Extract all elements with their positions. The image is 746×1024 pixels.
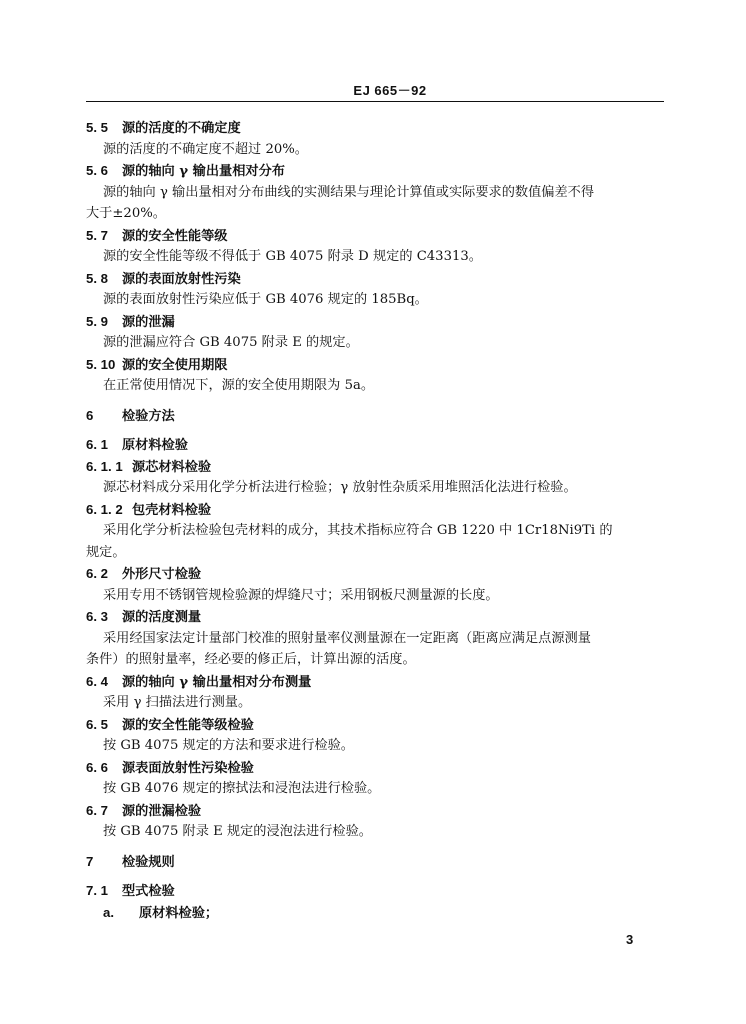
section-number: 5. 8 xyxy=(86,271,108,286)
line-text: 在正常使用情况下，源的安全使用期限为 5a。 xyxy=(103,378,375,393)
paragraph-line xyxy=(86,652,416,668)
line-text: 采用经国家法定计量部门校准的照射量率仪测量源在一定距离（距离应满足点源测量 xyxy=(103,631,591,646)
page-number: 3 xyxy=(626,932,634,947)
section-number: a. xyxy=(103,905,114,920)
section-number: 5. 9 xyxy=(86,314,108,329)
section-title: 包壳材料检验 xyxy=(132,503,212,518)
section-title: 源表面放射性污染检验 xyxy=(122,761,254,776)
paragraph-line xyxy=(103,185,594,201)
section-title: 检验规则 xyxy=(122,855,175,870)
section-heading xyxy=(86,883,175,900)
section-number: 6. 1 xyxy=(86,437,108,452)
section-title: 检验方法 xyxy=(122,409,175,424)
section-heading xyxy=(86,566,201,583)
section-number: 6. 5 xyxy=(86,717,108,732)
section-heading xyxy=(86,408,175,425)
section-title: 型式检验 xyxy=(122,884,175,899)
paragraph-line xyxy=(103,378,374,394)
line-text: 按 GB 4075 附录 E 规定的浸泡法进行检验。 xyxy=(103,824,372,839)
section-number: 6. 6 xyxy=(86,760,108,775)
section-heading xyxy=(86,437,188,454)
paragraph-line xyxy=(103,292,428,308)
paragraph-line xyxy=(103,142,308,158)
line-text: 规定。 xyxy=(86,545,126,560)
paragraph-line xyxy=(103,335,359,351)
section-number: 5. 10 xyxy=(86,357,116,372)
section-number: 7. 1 xyxy=(86,883,108,898)
section-title: 源的轴向 γ 输出量相对分布测量 xyxy=(122,675,312,690)
line-text: 条件）的照射量率，经必要的修正后，计算出源的活度。 xyxy=(86,652,416,667)
section-heading xyxy=(86,163,285,180)
paragraph-line xyxy=(86,545,126,561)
section-title: 源的表面放射性污染 xyxy=(122,272,241,287)
section-number: 6 xyxy=(86,408,94,423)
section-number: 6. 2 xyxy=(86,566,108,581)
section-number: 5. 7 xyxy=(86,228,108,243)
header-code: EJ 665－92 xyxy=(353,83,427,98)
section-heading xyxy=(86,357,228,374)
section-title: 源的泄漏 xyxy=(122,315,175,330)
section-number: 5. 6 xyxy=(86,163,108,178)
paragraph-line xyxy=(103,738,354,754)
section-heading xyxy=(103,905,218,922)
paragraph-line xyxy=(103,781,380,797)
section-title: 源的安全性能等级检验 xyxy=(122,718,254,733)
section-number: 5. 5 xyxy=(86,120,108,135)
section-title: 原材料检验 xyxy=(122,438,188,453)
section-title: 源芯材料检验 xyxy=(132,460,212,475)
line-text: 采用化学分析法检验包壳材料的成分，其技术指标应符合 GB 1220 中 1Cr18Ni9Ti 的 xyxy=(103,523,613,538)
section-title: 原材料检验； xyxy=(139,906,219,921)
section-heading xyxy=(86,228,228,245)
section-heading xyxy=(86,459,211,476)
paragraph-line xyxy=(103,824,372,840)
paragraph-line xyxy=(103,631,591,647)
line-text: 按 GB 4076 规定的擦拭法和浸泡法进行检验。 xyxy=(103,781,381,796)
line-text: 按 GB 4075 规定的方法和要求进行检验。 xyxy=(103,738,354,753)
header-rule xyxy=(86,101,664,102)
section-title: 源的活度的不确定度 xyxy=(122,121,241,136)
section-heading xyxy=(86,803,201,820)
section-number: 6. 3 xyxy=(86,609,108,624)
paragraph-line xyxy=(103,480,577,496)
line-text: 源的泄漏应符合 GB 4075 附录 E 的规定。 xyxy=(103,335,359,350)
paragraph-line xyxy=(103,695,251,711)
section-heading xyxy=(86,271,241,288)
section-title: 源的活度测量 xyxy=(122,610,202,625)
section-title: 源的轴向 γ 输出量相对分布 xyxy=(122,164,285,179)
section-title: 源的安全性能等级 xyxy=(122,229,228,244)
section-heading xyxy=(86,120,241,137)
section-title: 源的泄漏检验 xyxy=(122,804,202,819)
section-heading xyxy=(86,760,254,777)
line-text: 源的活度的不确定度不超过 20%。 xyxy=(103,142,308,157)
line-text: 采用 γ 扫描法进行测量。 xyxy=(103,695,252,710)
section-number: 6. 4 xyxy=(86,674,108,689)
line-text: 源的轴向 γ 输出量相对分布曲线的实测结果与理论计算值或实际要求的数值偏差不得 xyxy=(103,185,595,200)
line-text: 大于±20%。 xyxy=(86,206,166,221)
section-number: 6. 1. 2 xyxy=(86,502,123,517)
section-title: 源的安全使用期限 xyxy=(122,358,228,373)
section-heading xyxy=(86,314,175,331)
section-number: 6. 7 xyxy=(86,803,108,818)
section-heading xyxy=(86,717,254,734)
line-text: 源的安全性能等级不得低于 GB 4075 附录 D 规定的 C43313。 xyxy=(103,249,482,264)
line-text: 源的表面放射性污染应低于 GB 4076 规定的 185Bq。 xyxy=(103,292,428,307)
paragraph-line xyxy=(103,588,499,604)
section-title: 外形尺寸检验 xyxy=(122,567,202,582)
line-text: 采用专用不锈钢管规检验源的焊缝尺寸；采用钢板尺测量源的长度。 xyxy=(103,588,499,603)
section-heading xyxy=(86,854,175,871)
paragraph-line xyxy=(103,523,613,539)
line-text: 源芯材料成分采用化学分析法进行检验；γ 放射性杂质采用堆照活化法进行检验。 xyxy=(103,480,577,495)
paragraph-line xyxy=(86,206,166,222)
paragraph-line xyxy=(103,249,482,265)
section-number: 6. 1. 1 xyxy=(86,459,123,474)
section-heading xyxy=(86,609,201,626)
section-number: 7 xyxy=(86,854,94,869)
section-heading xyxy=(86,502,211,519)
section-heading xyxy=(86,674,311,691)
